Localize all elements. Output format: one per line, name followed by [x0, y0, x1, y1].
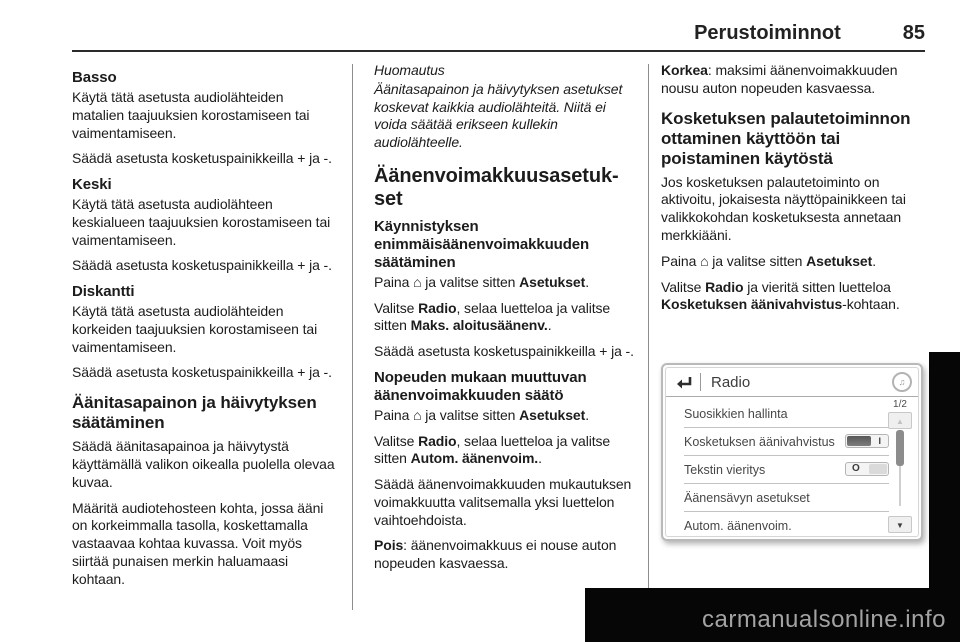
screen-title: Radio [711, 373, 751, 391]
paragraph: Paina ⌂ ja valitse sitten Asetukset. [661, 252, 876, 269]
chapter-title: Perustoiminnot [694, 22, 841, 44]
toggle-knob [869, 464, 887, 474]
heading: Keski [72, 176, 112, 194]
paragraph: Säädä äänenvoimakkuuden mukautuksen voimakkuutta valitsemalla yksi luettelon vaihtoehdoista. [374, 476, 632, 528]
paragraph: Pois: äänenvoimakkuus ei nouse auton nopeuden kasvaessa. [374, 537, 617, 572]
page-indicator: 1/2 [893, 399, 907, 410]
toggle-on-label: I [878, 436, 881, 446]
scroll-up-icon: ▲ [888, 412, 912, 429]
screen-body [666, 397, 918, 537]
toggle-knob [847, 436, 871, 446]
list-item-favourites [684, 400, 889, 428]
paragraph: Säädä äänitasapainoa ja häivytystä käyttämällä valikon oikealla puolella olevaa kuvaa. [72, 438, 335, 490]
toggle-off-switch [845, 462, 889, 476]
paragraph: Säädä asetusta kosketuspainikkeilla + ja -. [72, 257, 332, 274]
screen-header [666, 368, 918, 397]
paragraph: Määritä audiotehosteen kohta, jossa ääni on korkeimmalla tasolla, koskettamalla vastaavaa kohtaa kuvassa. Voit myös siirtää punaisen merkin haluamaasi kohtaan. [72, 499, 324, 587]
paragraph: Käytä tätä asetusta audiolähteen keskialueen taajuuksien korostamiseen tai vaimentamiseen. [72, 196, 331, 248]
paragraph: Jos kosketuksen palautetoiminto on aktivoitu, jokaisesta näyttöpainikkeen tai valikkokohdan kosketuksesta annetaan merkkiääni. [661, 173, 906, 243]
list-item-label: Äänensävyn asetukset [684, 490, 810, 505]
text-column-2 [374, 62, 638, 596]
settings-list [684, 400, 889, 537]
paragraph: Käytä tätä asetusta audiolähteiden matalien taajuuksien korostamiseen tai vaimentamiseen. [72, 89, 310, 141]
paragraph: Korkea: maksimi äänenvoimakkuuden nousu auton nopeuden kasvaessa. [661, 62, 898, 96]
list-item-label: Suosikkien hallinta [684, 406, 788, 421]
paragraph: Säädä asetusta kosketuspainikkeilla + ja -. [72, 150, 332, 167]
infotainment-screenshot [661, 363, 923, 541]
list-item-label: Tekstin vieritys [684, 462, 766, 477]
toggle-off-label: O [852, 463, 860, 474]
paragraph: Valitse Radio ja vieritä sitten luetteloa Kosketuksen äänivahvistus-kohtaan. [661, 278, 900, 313]
paragraph: Säädä asetusta kosketuspainikkeilla + ja -. [374, 343, 634, 360]
paragraph: Paina ⌂ ja valitse sitten Asetukset. [374, 406, 589, 423]
heading: Nopeuden mukaan muuttuvan äänenvoimakkuuden säätö [374, 368, 587, 404]
back-icon [674, 375, 692, 390]
toggle-on-switch [845, 434, 889, 448]
heading: Kosketuksen palautetoiminnon ottaminen käyttöön tai poistaminen käytöstä [661, 108, 911, 168]
list-item-auto-volume [684, 512, 889, 537]
heading: Äänitasapainon ja häivytyksen säätäminen [72, 393, 317, 433]
list-item-label: Autom. äänenvoim. [684, 518, 792, 533]
heading: Basso [72, 69, 117, 86]
scrollbar [887, 397, 913, 537]
list-item-tone-settings [684, 484, 889, 512]
header-separator [700, 373, 701, 391]
list-item-label: Kosketuksen äänivahvistus [684, 434, 835, 449]
heading: Äänenvoimakkuusasetukset [374, 164, 619, 210]
scrollbar-thumb [896, 430, 904, 466]
watermark: carmanualsonline.info [702, 606, 946, 633]
header-rule [72, 50, 925, 52]
scroll-down-icon: ▼ [888, 516, 912, 533]
heading: Diskantti [72, 283, 135, 301]
paragraph: Valitse Radio, selaa luetteloa ja valitse sitten Maks. aloitusäänenv.. [374, 299, 611, 334]
paragraph: Paina ⌂ ja valitse sitten Asetukset. [374, 273, 589, 290]
paragraph: Käytä tätä asetusta audiolähteiden korkeiden taajuuksien korostamiseen tai vaimentamiseen. [72, 303, 318, 355]
list-item-touch-beep [684, 428, 889, 456]
text-column-1 [72, 62, 336, 596]
paragraph: Huomautus [374, 62, 445, 78]
page-header [72, 22, 925, 45]
paragraph: Äänitasapainon ja häivytyksen asetukset koskevat kaikkia audiolähteitä. Niitä ei voida säätää erikseen kullekin audiolähteelle. [374, 80, 623, 151]
scrollbar-track [888, 430, 912, 506]
heading: Käynnistyksen enimmäisäänenvoimakkuuden säätäminen [374, 217, 590, 271]
paragraph: Säädä asetusta kosketuspainikkeilla + ja -. [72, 364, 332, 381]
page-number: 85 [902, 22, 925, 44]
radio-settings-screen [665, 367, 919, 537]
paragraph: Valitse Radio, selaa luetteloa ja valitse sitten Autom. äänenvoim.. [374, 432, 611, 467]
list-item-text-scroll [684, 456, 889, 484]
audio-source-icon: ♫ [892, 372, 912, 392]
